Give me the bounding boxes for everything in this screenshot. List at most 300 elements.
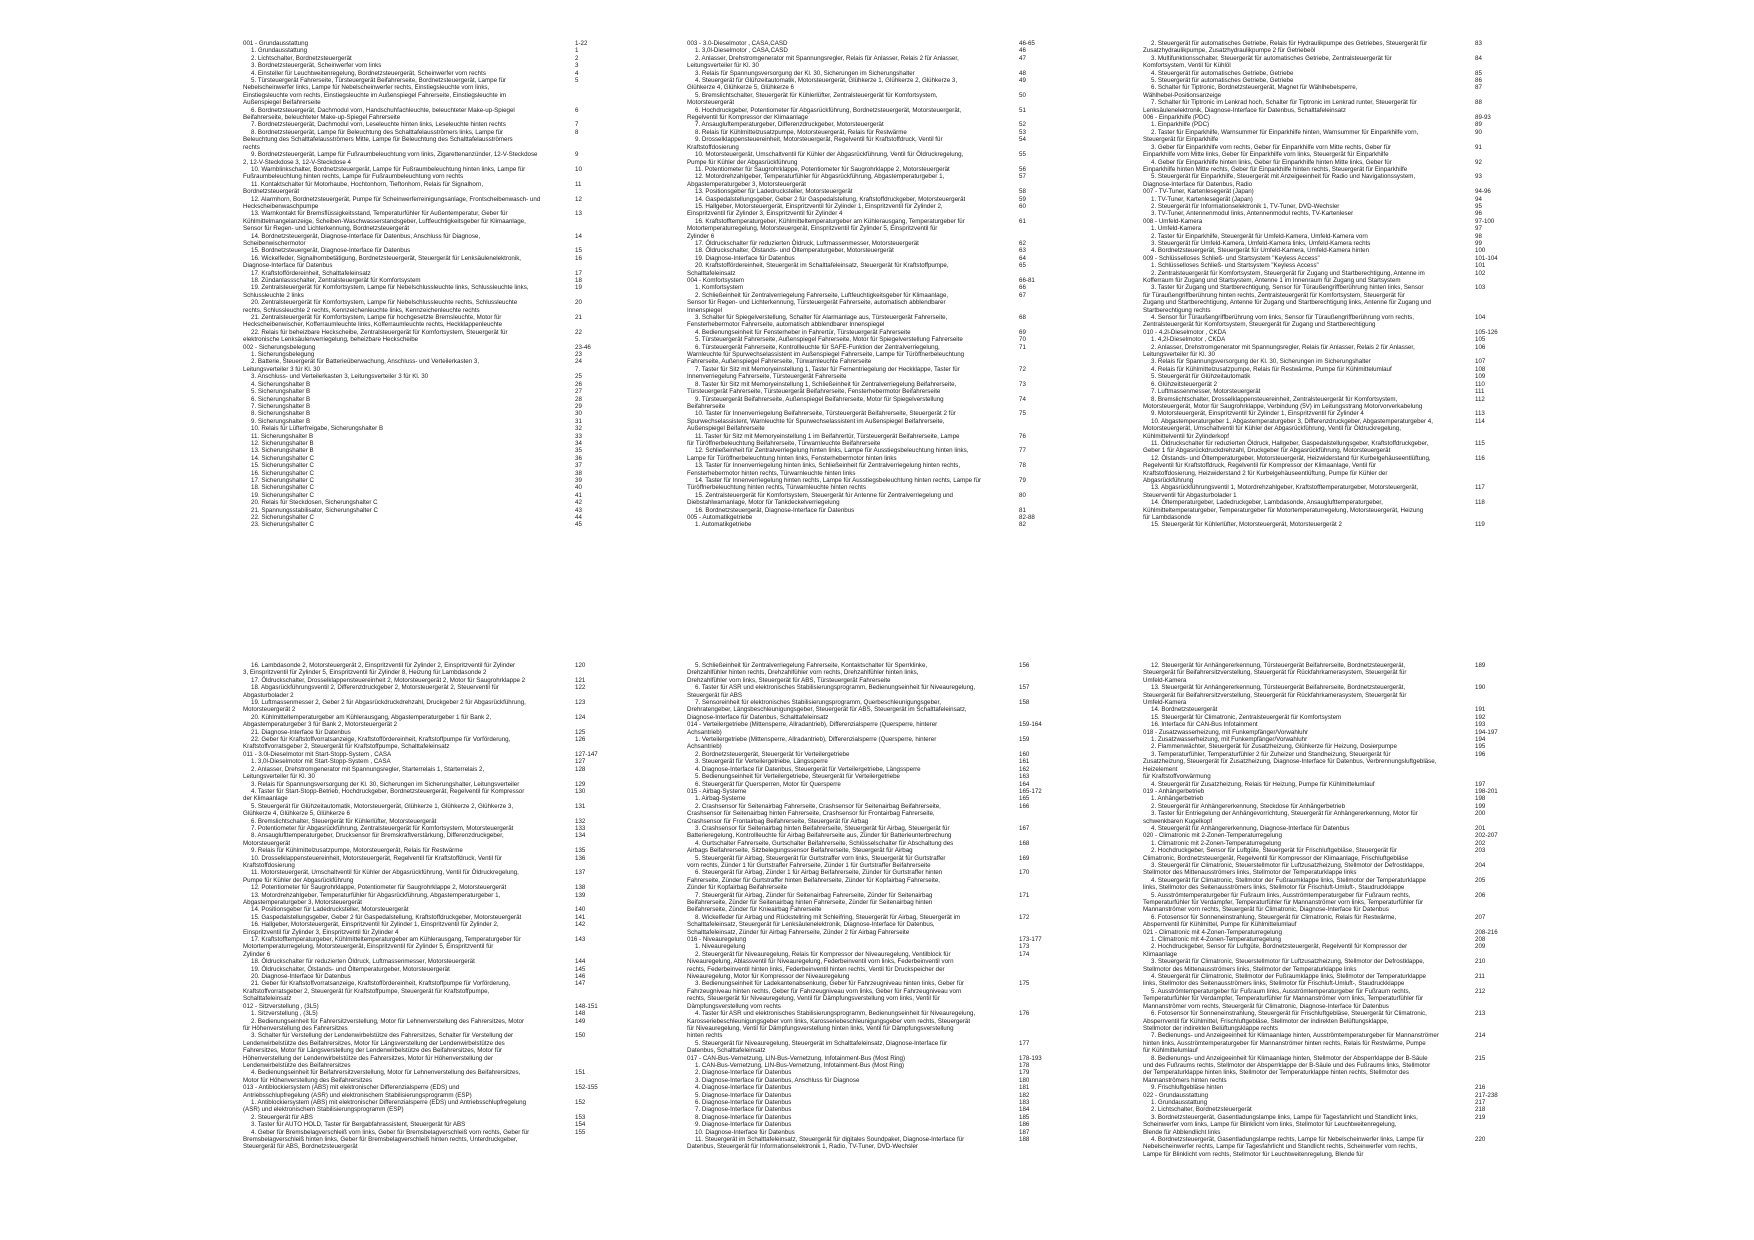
toc-entry-continuation (1143, 818, 1515, 825)
toc-entry-text: 6. Bremslichtschalter, Steuergerät für Kühlerlüfter, Motorsteuergerät (251, 817, 437, 825)
toc-entry-text: vorn rechts, Zünder 1 für Gurtstraffer Fahrerseite, Zünder 1 für Gurtstraffer Beifahrerseite (687, 861, 931, 869)
toc-column-6 (1143, 662, 1515, 1158)
toc-page-number: 208-216 (1475, 928, 1498, 936)
toc-entry-text: Steuergerät für Beifahrersitzverstellung, Steuergerät für Rückfahrkamerasystem, Steuergerät für (1143, 669, 1407, 677)
toc-entry-continuation (687, 233, 1059, 240)
toc-entry-text: Türöffnerbeleuchtung hinten rechts, Türwarnleuchte hinten rechts (687, 484, 866, 492)
toc-entry-text: Motortemperaturregelung, Motorsteuergerät, Einspritzventil für Zylinder 5, Einspritzventil für (243, 943, 494, 951)
toc-entry (243, 462, 615, 469)
toc-entry (243, 492, 615, 499)
toc-page-number: 75 (1019, 410, 1026, 418)
toc-entry-continuation (243, 877, 615, 884)
toc-entry-continuation (687, 847, 1059, 854)
toc-page-number: 27 (575, 388, 582, 396)
toc-page-number: 8 (575, 128, 579, 136)
toc-entry-text: 8. Bremslichtschalter, Drosselklappensteuereinheit, Zentralsteuergerät für Komfortsystem, (1151, 395, 1398, 403)
toc-page-number: 77 (1019, 447, 1026, 455)
toc-entry-text: Höhenverstellung der Lendenwirbelstütze des Fahrersitzes, Motor für Höhenverstellung der (243, 1054, 494, 1062)
toc-entry-text: Scheibenwischermotor (243, 239, 306, 247)
toc-entry (687, 758, 1059, 765)
toc-entry-text: Wählhebel-Positionsanzeige (1143, 91, 1222, 99)
toc-entry (1143, 662, 1515, 669)
toc-page-number: 44 (575, 514, 582, 521)
toc-entry-text: Geber 1 für Abgasrückdruckdrehzahl, Druckgeber für Abgasrückführung, Motorsteuergerät (1143, 447, 1391, 455)
toc-entry (243, 788, 615, 795)
toc-entry (687, 129, 1059, 136)
toc-entry (687, 203, 1059, 210)
toc-section-heading (687, 40, 1059, 47)
toc-entry-continuation (1143, 669, 1515, 676)
toc-page-number: 148-151 (575, 1002, 598, 1010)
toc-entry-text: Mannanströmer vorn rechts, Steuergerät für Climatronic, Diagnose-Interface für Datenbus (1143, 906, 1389, 914)
toc-page-number: 177 (1019, 1039, 1030, 1047)
toc-entry-continuation (687, 958, 1059, 965)
toc-page-number: 32 (575, 425, 582, 433)
toc-page-number: 80 (1019, 491, 1026, 499)
toc-entry-text: 2. Steuergerät für Informationselektronik 1, TV-Tuner, DVD-Wechsler (1151, 202, 1340, 210)
toc-column-4 (243, 662, 615, 1151)
toc-page-number: 112 (1475, 395, 1485, 403)
toc-page-number: 79 (1019, 476, 1026, 484)
toc-entry (243, 455, 615, 462)
toc-entry-text: 11. Steuergerät im Schalttafeleinsatz, Steuergerät für digitales Soundpaket, Diagnose-Interface für (695, 1136, 965, 1143)
toc-page-number: 19 (575, 284, 582, 292)
toc-entry (243, 818, 615, 825)
toc-entry-text: Schalttafeleinsatz (687, 269, 736, 277)
toc-entry-text: 2. Crashsensor für Seitenairbag Fahrerseite, Crashsensor für Seitenairbag Beifahrerseite, (695, 802, 941, 810)
toc-entry-text: 12. Potentiometer für Saugrohrklappe, Potentiometer für Saugrohrklappe 2, Motorsteuergerät (251, 884, 507, 892)
toc-page-number: 134 (575, 832, 586, 840)
toc-entry-text: Einparkhilfe vorn Mitte links, Geber für Einparkhilfe vorn links, Steuergerät für Einparkhilfe (1143, 151, 1389, 159)
toc-page-number: 136 (575, 854, 586, 862)
toc-entry-continuation (1143, 136, 1515, 143)
toc-entry (1143, 892, 1515, 899)
toc-entry-text: 4. Taster für ASR und elektronisches Stabilisierungsprogramm, Bedienungseinheit für Niveauregelung, (695, 1010, 976, 1018)
toc-entry (243, 966, 615, 973)
toc-entry-text: 11. Sicherungshalter B (251, 432, 314, 440)
toc-page-number: 70 (1019, 336, 1026, 344)
toc-page-number: 211 (1475, 973, 1485, 981)
toc-entry (243, 181, 615, 188)
toc-entry (687, 684, 1059, 691)
toc-entry (243, 484, 615, 491)
toc-page-number: 46-65 (1019, 40, 1035, 47)
toc-entry-text: Stellmotor der indirekten Belüftungsklappe rechts (1143, 1024, 1278, 1032)
toc-section-heading (687, 936, 1059, 943)
toc-page-number: 86 (1475, 77, 1482, 85)
toc-entry-continuation (1143, 1025, 1515, 1032)
toc-entry (243, 233, 615, 240)
toc-entry-text: Drehzahlfühler vorn links, Steuergerät für ABS, Türsteuergerät Fahrerseite (687, 676, 891, 684)
toc-entry-text: 3. Temperaturfühler, Temperaturfühler 2 für Zuheizer und Standheizung, Steuergerät für (1151, 750, 1391, 758)
toc-entry-continuation (687, 692, 1059, 699)
toc-entry-text: 4. Relais für Kühlmittelzusatzpumpe, Relais für Restwärme, Pumpe für Kühlmittelumlauf (1151, 365, 1392, 373)
toc-entry-continuation (687, 425, 1059, 432)
toc-page-number: 190 (1475, 684, 1486, 692)
toc-page-number: 25 (575, 373, 582, 381)
toc-page-number: 2 (575, 54, 579, 62)
toc-entry-text: 5. Bremslichtschalter, Steuergerät für Kühlerlüfter, Zentralsteuergerät für Komfortsystem, (695, 91, 938, 99)
toc-page-number: 148 (575, 1010, 586, 1018)
toc-entry-text: schwenkbaren Kugelkopf (1143, 817, 1213, 825)
toc-page-number: 82 (1019, 521, 1026, 529)
toc-entry-continuation (1143, 92, 1515, 99)
toc-entry-text: 5. Ausströmtemperaturgeber für Fußraum links, Ausströmtemperaturgeber für Fußraum rechts, (1151, 987, 1411, 995)
toc-page-number: 182 (1019, 1091, 1030, 1099)
toc-entry-text: Steuergerät für Beifahrersitzverstellung, Steuergerät für Rückfahrkamerasystem, Steuergerät für (1143, 691, 1407, 699)
toc-page-number: 23 (575, 351, 582, 359)
toc-page-number: 198-201 (1475, 787, 1498, 795)
toc-entry-text: Warnleuchte für Spurwechselassistent im Außenspiegel Fahrerseite, Lampe für Türöffnerbeleuchtung (687, 351, 965, 359)
toc-section-heading (243, 1084, 615, 1091)
toc-page-number: 15 (575, 247, 582, 255)
toc-entry (687, 70, 1059, 77)
toc-entry-text: Niveauregelung, Motor für Kompressor der Niveauregelung (687, 973, 850, 981)
toc-entry-continuation (687, 373, 1059, 380)
toc-entry (687, 1040, 1059, 1047)
toc-entry (687, 92, 1059, 99)
toc-entry (1143, 721, 1515, 728)
toc-entry-continuation (243, 225, 615, 232)
toc-page-number: 110 (1475, 380, 1485, 388)
toc-entry-text: 3. Bordnetzsteuergerät, Scheinwerfer vorn links (251, 62, 382, 70)
toc-entry-text: 3. Relais für Spannungsversorgung der Kl. 30, Sicherungen im Sicherungshalter, Leitungsverteiler (251, 780, 520, 788)
toc-entry-text: Zusatzheizung, Steuergerät für Zusatzheizung, Diagnose-Interface für Datenbus, Verbrennungsluftgebläse, Heizelement (1143, 758, 1437, 773)
toc-page-number: 152-155 (575, 1084, 598, 1092)
toc-entry (243, 832, 615, 839)
toc-entry-continuation (1143, 906, 1515, 913)
toc-entry (243, 55, 615, 62)
toc-entry (1143, 240, 1515, 247)
toc-entry-text: 18. Öldruckschalter, Ölstands- und Öltemperaturgeber, Motorsteuergerät (695, 247, 894, 255)
toc-page-number: 159-164 (1019, 721, 1042, 729)
toc-entry-text: 20. Kühlmitteltemperaturgeber am Kühlerausgang, Abgastemperaturgeber 1 für Bank 2, (251, 713, 492, 721)
toc-entry (243, 418, 615, 425)
toc-entry-text: Motor für Höhenverstellung des Beifahrersitzes (243, 1076, 372, 1084)
toc-entry-text: Crashsensor für Frontairbag Beifahrerseite, Steuergerät für Airbag (687, 817, 869, 825)
toc-entry-text: Glühkerze 4, Glühkerze 5, Glühkerze 6 (243, 810, 350, 818)
toc-entry-text: Abgastemperaturgeber 3 für Bank 2, Motorsteuergerät 2 (243, 721, 398, 729)
toc-entry-text: für Kraftstoffvorwärmung (1143, 773, 1211, 781)
toc-entry (687, 344, 1059, 351)
toc-page-number: 187 (1019, 1128, 1030, 1136)
toc-entry-text: 2. Steuergerät für ABS (251, 1113, 313, 1121)
toc-page-number: 23-46 (575, 343, 591, 351)
toc-entry-text: 17. Öldruckschalter, Drosselklappensteuereinheit 2, Motorsteuergerät 2, Motor für Saugrohrklappe 2 (251, 676, 526, 684)
toc-entry-text: Einspritzventil für Zylinder 3, Einspritzventil für Zylinder 4 (243, 928, 399, 936)
toc-entry-text: hinten rechts (687, 1032, 723, 1040)
toc-page-number: 14 (575, 232, 582, 240)
toc-page-number: 178 (1019, 1061, 1030, 1069)
toc-section-heading (687, 788, 1059, 795)
toc-page-number: 164 (1019, 780, 1030, 788)
toc-entry-continuation (1143, 321, 1515, 328)
toc-entry-continuation (1143, 514, 1515, 521)
toc-page-number: 204 (1475, 861, 1486, 869)
toc-entry-text: 020 - Climatronic mit 2-Zonen-Temperaturregelung (1143, 832, 1282, 840)
toc-entry (687, 855, 1059, 862)
toc-entry-text: 1. Antiblockiersystem (ABS) mit elektronischer Differenzialsperre (EDS) und Antriebsschlupfregelung (251, 1098, 527, 1106)
toc-entry-text: Spurwechselassistent, Warnleuchte für Spurwechselassistent im Außenspiegel Beifahrerseite, (687, 417, 945, 425)
toc-entry-text: 021 - Climatronic mit 4-Zonen-Temperaturregelung (1143, 928, 1282, 936)
toc-entry-continuation (1143, 1077, 1515, 1084)
toc-entry-text: 2. Bordnetzsteuergerät, Steuergerät für Verteilergetriebe (695, 750, 850, 758)
toc-page-number: 108 (1475, 365, 1486, 373)
toc-entry (243, 921, 615, 928)
toc-entry-continuation (687, 499, 1059, 506)
toc-entry-text: 18. Öldruckschalter für reduzierten Öldruck, Luftmassenmesser, Motorsteuergerät (251, 958, 475, 966)
toc-entry-text: 16. Bordnetzsteuergerät, Diagnose-Interface für Datenbus (695, 506, 855, 514)
toc-entry (1143, 373, 1515, 380)
toc-entry (243, 936, 615, 943)
toc-page-number: 29 (575, 402, 582, 410)
toc-entry-continuation (687, 114, 1059, 121)
toc-section-heading (1143, 255, 1515, 262)
toc-entry-text: 4. Geber für Einparkhilfe hinten links, Geber für Einparkhilfe hinten Mitte links, Geber für (1151, 158, 1392, 166)
toc-entry (687, 795, 1059, 802)
toc-entry-text: Beifahrerseite, Zünder für Seitenairbag hinten Fahrerseite, Zünder für Seitenairbag hinten (687, 899, 933, 906)
toc-entry-text: 2. Lichtschalter, Bordnetzsteuergerät (1151, 1106, 1252, 1114)
toc-entry-text: Steuerventil für Abgasturbolader 1 (1143, 491, 1237, 499)
toc-page-number: 179 (1019, 1069, 1030, 1077)
toc-page-number: 116 (1475, 454, 1485, 462)
toc-entry-text: 3. Multifunktionsschalter, Steuergerät für automatisches Getriebe, Zentralsteuergerät für (1151, 54, 1392, 62)
toc-entry-text: 4. Steuergerät für Zusatzheizung, Relais für Heizung, Pumpe für Kühlmittelumlauf (1151, 780, 1375, 788)
toc-page-number: 69 (1019, 328, 1026, 336)
toc-page-number: 37 (575, 462, 582, 470)
toc-entry (1143, 40, 1515, 47)
toc-entry (243, 396, 615, 403)
toc-entry-continuation (687, 743, 1059, 750)
toc-entry-continuation (687, 321, 1059, 328)
toc-column-3 (1143, 40, 1515, 529)
toc-page-number: 158 (1019, 699, 1030, 707)
toc-entry-text: Zünder für Kopfairbag Beifahrerseite (687, 884, 788, 892)
toc-entry (1143, 159, 1515, 166)
toc-entry (1143, 714, 1515, 721)
toc-section-heading (1143, 788, 1515, 795)
toc-entry-continuation (687, 1025, 1059, 1032)
toc-entry (1143, 1032, 1515, 1039)
toc-entry-text: links, Stellmotor des Seitenausströmers links, Stellmotor für Frischluft-Umluft-, Staudruckklappe (1143, 980, 1405, 988)
toc-entry (1143, 1106, 1515, 1113)
toc-entry-text: 3. Crashsensor für Seitenairbag hinten Beifahrerseite, Steuergerät für Airbag, Steuergerät für (695, 824, 950, 832)
toc-page-number: 214 (1475, 1032, 1486, 1040)
toc-entry-text: 9. Motorsteuergerät, Einspritzventil für Zylinder 1, Einspritzventil für Zylinder 4 (1151, 410, 1364, 418)
toc-entry-text: Drehratengeber, Längsbeschleunigungsgeber, Steuergerät für ABS, Steuergerät im Schalttafeleinsatz, (687, 706, 967, 714)
toc-page-number: 51 (1019, 106, 1026, 114)
toc-entry-text: Sensor für Regen- und Lichterkennung, Bordnetzsteuergerät (243, 225, 410, 233)
toc-entry-continuation (1143, 1018, 1515, 1025)
toc-entry-text: 7. Luftmassenmesser, Motorsteuergerät (1151, 388, 1261, 396)
toc-entry-text: Glühkerze 4, Glühkerze 5, Glühkerze 6 (687, 84, 794, 92)
toc-entry-continuation (1143, 995, 1515, 1002)
toc-page-number: 165-172 (1019, 787, 1042, 795)
toc-entry-text: 3. Anschluss- und Verteilerkasten 3, Leitungsverteiler 3 für Kl. 30 (251, 373, 429, 381)
toc-entry (1143, 914, 1515, 921)
toc-page-number: 83 (1475, 40, 1482, 47)
toc-entry-text: 18. Sicherungshalter C (251, 484, 314, 492)
toc-entry-text: Drehzahlfühler hinten rechts, Drehzahlfühler vorn rechts, Drehzahlfühler hinten links, (687, 669, 919, 677)
toc-page-number: 215 (1475, 1054, 1486, 1062)
toc-entry (1143, 196, 1515, 203)
toc-section-heading (1143, 832, 1515, 839)
toc-entry (1143, 810, 1515, 817)
toc-entry (687, 914, 1059, 921)
toc-entry (687, 699, 1059, 706)
toc-entry-text: 3. Taster für AUTO HOLD, Taster für Bergabfahrassistent, Steuergerät für ABS (251, 1121, 466, 1129)
toc-page-number: 121 (575, 676, 586, 684)
toc-entry-continuation (1143, 433, 1515, 440)
toc-entry-continuation (687, 159, 1059, 166)
toc-entry-text: 1. Anhängerbetrieb (1151, 795, 1204, 803)
toc-entry-text: 4. Bordnetzsteuergerät, Gasentladungslampe rechts, Lampe für Nebelscheinwerfer links, Lampe für (1151, 1136, 1425, 1143)
toc-entry-text: 017 - CAN-Bus-Vernetzung, LIN-Bus-Vernetzung, Infotainment-Bus (Most Ring) (687, 1054, 906, 1062)
toc-entry-text: 5. Steuergerät für Glühzeitautomatik (1151, 373, 1251, 381)
toc-entry (687, 477, 1059, 484)
toc-section-heading (1143, 329, 1515, 336)
toc-entry-continuation (243, 1077, 615, 1084)
toc-entry-text: Motorsteuergerät 2 (243, 706, 296, 714)
toc-entry-text: 7. Sensoreinheit für elektronisches Stabilisierungsprogramm, Querbeschleunigungsgeber, (695, 699, 941, 707)
toc-entry (243, 1114, 615, 1121)
toc-entry-text: 1. Automatikgetriebe (695, 521, 752, 529)
toc-entry-continuation (243, 773, 615, 780)
toc-entry-text: Schalttafeleinsatz, Steuergerät für Lenksäulenelektronik, Diagnose-Interface für Datenbus, (687, 921, 935, 929)
toc-entry-text: 4. Steuergerät für automatisches Getriebe, Getriebe (1151, 69, 1294, 77)
toc-section-heading (1143, 218, 1515, 225)
toc-entry-text: 11. Öldruckschalter für reduzierten Öldruck, Hallgeber, Gaspedalstellungsgeber, Kraftstoffdruckgeber, (1151, 439, 1429, 447)
toc-entry-text: rechts, Steuergerät für Niveauregelung, Ventil für Dämpfungsverstellung vorn links, Ventil für (687, 995, 940, 1003)
toc-entry (243, 77, 615, 84)
toc-page-number: 149 (575, 1017, 586, 1025)
toc-page-number: 76 (1019, 432, 1026, 440)
toc-entry-text: 13. Positionsgeber für Ladedrucksteller, Motorsteuergerät (695, 188, 853, 196)
toc-entry (687, 247, 1059, 254)
toc-entry (1143, 803, 1515, 810)
toc-entry-text: 14. Sicherungshalter C (251, 454, 314, 462)
toc-page-number: 196 (1475, 750, 1486, 758)
toc-entry-text: Bordnetzsteuergerät (243, 188, 300, 196)
toc-entry-text: Regelventil für Kompressor der Klimaanlage (687, 114, 809, 122)
toc-entry-continuation (1143, 884, 1515, 891)
toc-page-number: 93 (1475, 173, 1482, 181)
toc-page-number: 120 (575, 662, 586, 669)
toc-entry-continuation (687, 832, 1059, 839)
toc-entry-text: 7. Taster für Sitz mit Memoryeinstellung 1, Taster für Fernentriegelung der Heckklappe, Taster für (695, 365, 960, 373)
toc-page-number: 105 (1475, 336, 1486, 344)
toc-entry-text: 21. Spannungsstabilisator, Sicherungshalter C (251, 506, 378, 514)
toc-entry-continuation (687, 921, 1059, 928)
toc-entry (243, 766, 615, 773)
toc-entry (243, 129, 615, 136)
toc-entry (687, 292, 1059, 299)
toc-entry-continuation (1143, 107, 1515, 114)
toc-page-number: 135 (575, 847, 586, 855)
toc-page-number: 54 (1019, 136, 1026, 144)
toc-entry-text: Steuergerät für ABS, Bordnetzsteuergerät (243, 1143, 358, 1151)
toc-entry-text: Karosseriebeschleunigungsgeber vorn links, Karosseriebeschleunigungsgeber vorn rechts, Steuergerät (687, 1017, 971, 1025)
toc-entry-continuation (1143, 62, 1515, 69)
toc-entry-text: Sensor für Regen- und Lichterkennung, Türsteuergerät Fahrerseite, automatisch abblendbarer (687, 299, 946, 307)
toc-entry (1143, 936, 1515, 943)
toc-page-number: 202 (1475, 839, 1486, 847)
toc-entry (1143, 862, 1515, 869)
toc-page-number: 102 (1475, 269, 1486, 277)
toc-entry (687, 284, 1059, 291)
toc-page-number: 115 (1475, 439, 1485, 447)
toc-entry-text: Einstiegsleuchte vorn rechts, Einstiegsleuchte im Außenspiegel Fahrerseite, Einstiegsleuchte im (243, 91, 507, 99)
toc-page-number: 22 (575, 328, 582, 336)
toc-page-number: 101 (1475, 262, 1486, 270)
toc-entry-text: 7. Steuergerät für Airbag, Zünder für Seitenairbag Fahrerseite, Zünder für Seitenairbag (695, 891, 933, 899)
toc-page-number: 88 (1475, 99, 1482, 107)
toc-entry-text: 12. Ölstands- und Öltemperaturgeber, Motorsteuergerät, Heizwiderstand für Kurbelgehäuseentlüftung, (1151, 454, 1431, 462)
toc-entry-text: 5. Türsteuergerät Fahrerseite, Türsteuergerät Beifahrerseite, Bordnetzsteuergerät, Lampe für (251, 77, 506, 85)
toc-entry-text: 17. Öldruckschalter für reduzierten Öldruck, Luftmassenmesser, Motorsteuergerät (695, 239, 919, 247)
toc-entry-continuation (687, 144, 1059, 151)
toc-page-number: 194 (1475, 736, 1486, 744)
toc-entry-text: 15. Hallgeber, Motorsteuergerät, Einspritzventil für Zylinder 1, Einspritzventil für Zylinder 2, (695, 202, 943, 210)
toc-entry-text: Motorsteuergerät (687, 99, 735, 107)
toc-entry-text: 11. Potentiometer für Saugrohrklappe, Potentiometer für Saugrohrklappe 2, Motorsteuergerät (695, 165, 950, 173)
toc-page-number: 132 (575, 817, 586, 825)
toc-entry-text: 7. Bedienungs- und Anzeigeeinheit für Klimaanlage hinten, Ausströmtemperaturgeber für Mannanströmer (1151, 1032, 1439, 1040)
toc-page-number: 147 (575, 980, 586, 988)
toc-entry-continuation (687, 714, 1059, 721)
toc-entry-text: 14. Taster für Innenverriegelung hinten rechts, Lampe für Ausstiegsbeleuchtung hinten rechts, Lampe für (695, 476, 982, 484)
toc-page-number: 130 (575, 787, 586, 795)
toc-entry (687, 521, 1059, 528)
toc-page-number: 92 (1475, 158, 1482, 166)
toc-entry-text: 5. Steuergerät für Niveauregelung, Steuergerät im Schalttafeleinsatz, Diagnose-Interface für (695, 1039, 948, 1047)
toc-page-number: 40 (575, 484, 582, 492)
toc-entry-text: 22. Sicherungshalter C (251, 514, 314, 521)
toc-entry-continuation (687, 270, 1059, 277)
toc-page-number: 201 (1475, 824, 1486, 832)
toc-entry (243, 62, 615, 69)
toc-entry (1143, 943, 1515, 950)
toc-entry-text: Datenbus, Schalttafeleinsatz (687, 1047, 766, 1055)
toc-entry (1143, 270, 1515, 277)
toc-entry-continuation (687, 1047, 1059, 1054)
toc-section-heading (687, 277, 1059, 284)
toc-entry-text: Mannanströmer vorn rechts, Steuergerät für Climatronic, Diagnose-Interface für Datenbus (1143, 1002, 1389, 1010)
toc-entry-continuation (243, 951, 615, 958)
toc-entry-continuation (243, 1047, 615, 1054)
toc-page-number: 205 (1475, 876, 1486, 884)
toc-page-number: 197 (1475, 780, 1486, 788)
toc-entry (1143, 1055, 1515, 1062)
toc-entry-text: Motorsteuergerät, Motor für Saugrohrklappe, Verbindung (5V) im Leitungsstrang Motorvorverkabelung (1143, 402, 1423, 410)
toc-entry-text: Kraftstoffdosierung (243, 861, 295, 869)
toc-entry-text: 6. Türsteuergerät Fahrerseite, Kontrollleuchte für SAFE-Funktion der Zentralverriegelung, (695, 343, 940, 351)
toc-entry-text: Beleuchtung des Schalttafelausströmers Mitte, Lampe für Beleuchtung des Schalttafelausströmers (243, 136, 513, 144)
toc-entry (1143, 847, 1515, 854)
toc-entry-text: 1. Umfeld-Kamera (1151, 225, 1202, 233)
toc-entry-continuation (1143, 507, 1515, 514)
toc-entry-continuation (243, 899, 615, 906)
toc-entry-text: 1. 3,0l-Dieselmotor mit Start-Stopp-System , CASA (251, 758, 391, 766)
toc-entry (1143, 55, 1515, 62)
toc-page-number: 1 (575, 47, 579, 55)
toc-page-number: 152 (575, 1098, 586, 1106)
toc-entry-text: 3. Relais für Spannungsversorgung der Kl. 30, Sicherungen im Sicherungshalter (695, 69, 915, 77)
toc-entry (687, 77, 1059, 84)
toc-entry-text: Fensterhebermotor hinten rechts, Türwarnleuchte hinten links (687, 469, 856, 477)
toc-entry-continuation (1143, 899, 1515, 906)
toc-entry-text: 6. Glühzeitsteuergerät 2 (1151, 380, 1218, 388)
